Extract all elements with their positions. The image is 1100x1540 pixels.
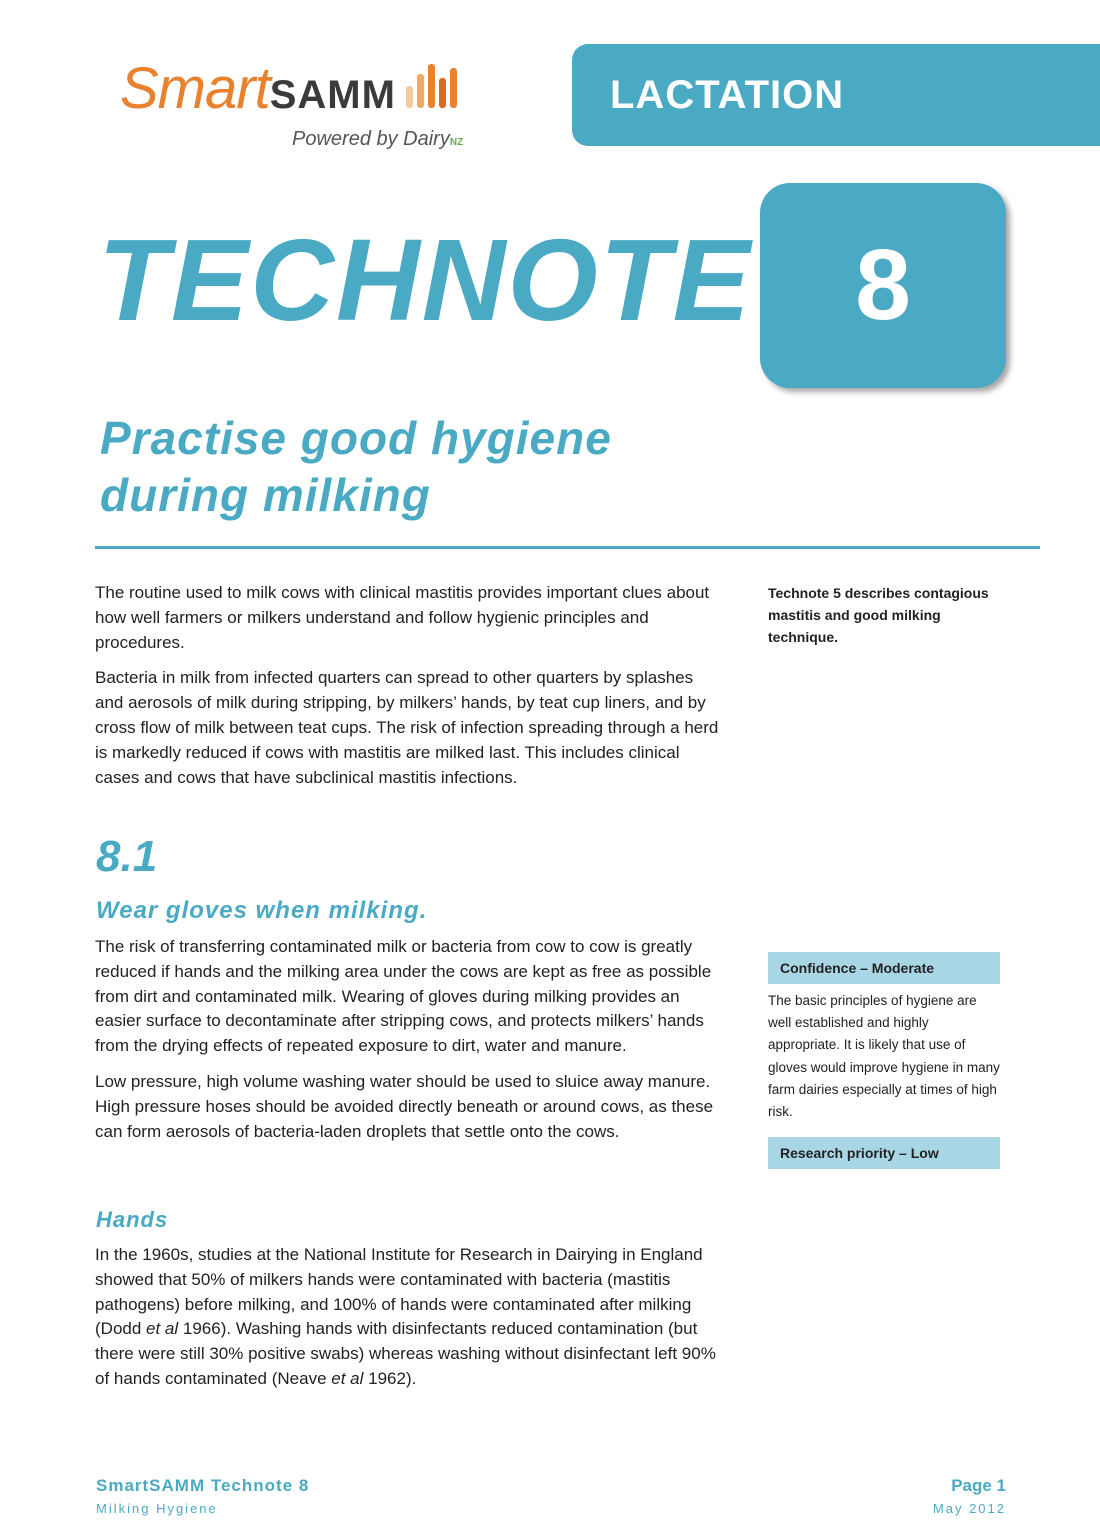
footer-page: Page 1 [951,1476,1006,1495]
smartsamm-logo [120,55,520,155]
research-priority-tag: Research priority – Low [768,1137,1000,1169]
document-title [100,410,740,524]
confidence-tag: Confidence – Moderate [768,952,1000,984]
powered-by-text: Powered by DairyNZ [292,128,464,150]
title-line-1: Practise good hygiene [100,412,612,464]
confidence-text: The basic principles of hygiene are well established and highly appropriate. It is likely that use of gloves would improve hygiene in many farm dairies especially at times of high risk. [768,993,1000,1120]
side-note: Technote 5 describes contagious mastitis and good milking technique. [768,585,989,645]
technote-heading: TECHNOTE [98,215,752,345]
lactation-banner: LACTATION [572,44,1100,146]
technote-number-badge: 8 [760,183,1006,388]
hands-paragraph: In the 1960s, studies at the National Institute for Research in Dairying in England showed that 50% of milkers hands were contaminated with bacteria (mastitis pathogens) before milking, and 100% of hands were contaminated after milking (Dodd et al 1966). Washing hands with disinfectants reduced contamination (but there were still 30% positive swabs) whereas washing without disinfectant left 90% of hands contaminated (Neave et al 1962). [95,1245,716,1388]
intro-paragraph-2: Bacteria in milk from infected quarters can spread to other quarters by splashes and aerosols of milk during stripping, by milkers’ hands, by teat cup liners, and by cross flow of milk between teat cups. The risk of infection spreading through a herd is markedly reduced if cows with mastitis are milked last. This includes clinical cases and cows that have subclinical mastitis infections. [95,668,719,787]
intro-paragraph-1: The routine used to milk cows with clinical mastitis provides important clues about how well farmers or milkers understand and follow hygienic principles and procedures. [95,583,710,652]
footer-subtitle: Milking Hygiene [96,1501,218,1516]
hands-body [95,1243,725,1403]
section-paragraph-1: The risk of transferring contaminated milk or bacteria from cow to cow is greatly reduced if hands and the milking area under the cows are kept as free as possible from dirt and contaminated milk. Wearing of gloves during milking provides an easier surface to decontaminate after stripping cows, and protects milkers’ hands from the drying effects of repeated exposure to dirt, water and manure. [95,937,712,1056]
logo-smart-text: Smart [120,56,270,121]
section-number: 8.1 [96,832,158,881]
nz-mark: NZ [449,137,464,148]
section-body [95,935,725,1155]
section-paragraph-2: Low pressure, high volume washing water should be used to sluice away manure. High pressure hoses should be avoided directly beneath or around cows, as these can form aerosols of bacteria-laden droplets that settle onto the cows. [95,1071,714,1141]
title-line-2: during milking [100,469,431,521]
title-divider [95,546,1040,549]
footer-title: SmartSAMM Technote 8 [96,1476,310,1495]
hands-subheading: Hands [96,1207,169,1232]
intro-text [95,581,725,801]
bar-chart-logo-icon [406,60,457,108]
logo-samm-text: SAMM [269,73,396,117]
footer-date: May 2012 [932,1501,1006,1516]
section-heading: Wear gloves when milking. [96,897,428,924]
